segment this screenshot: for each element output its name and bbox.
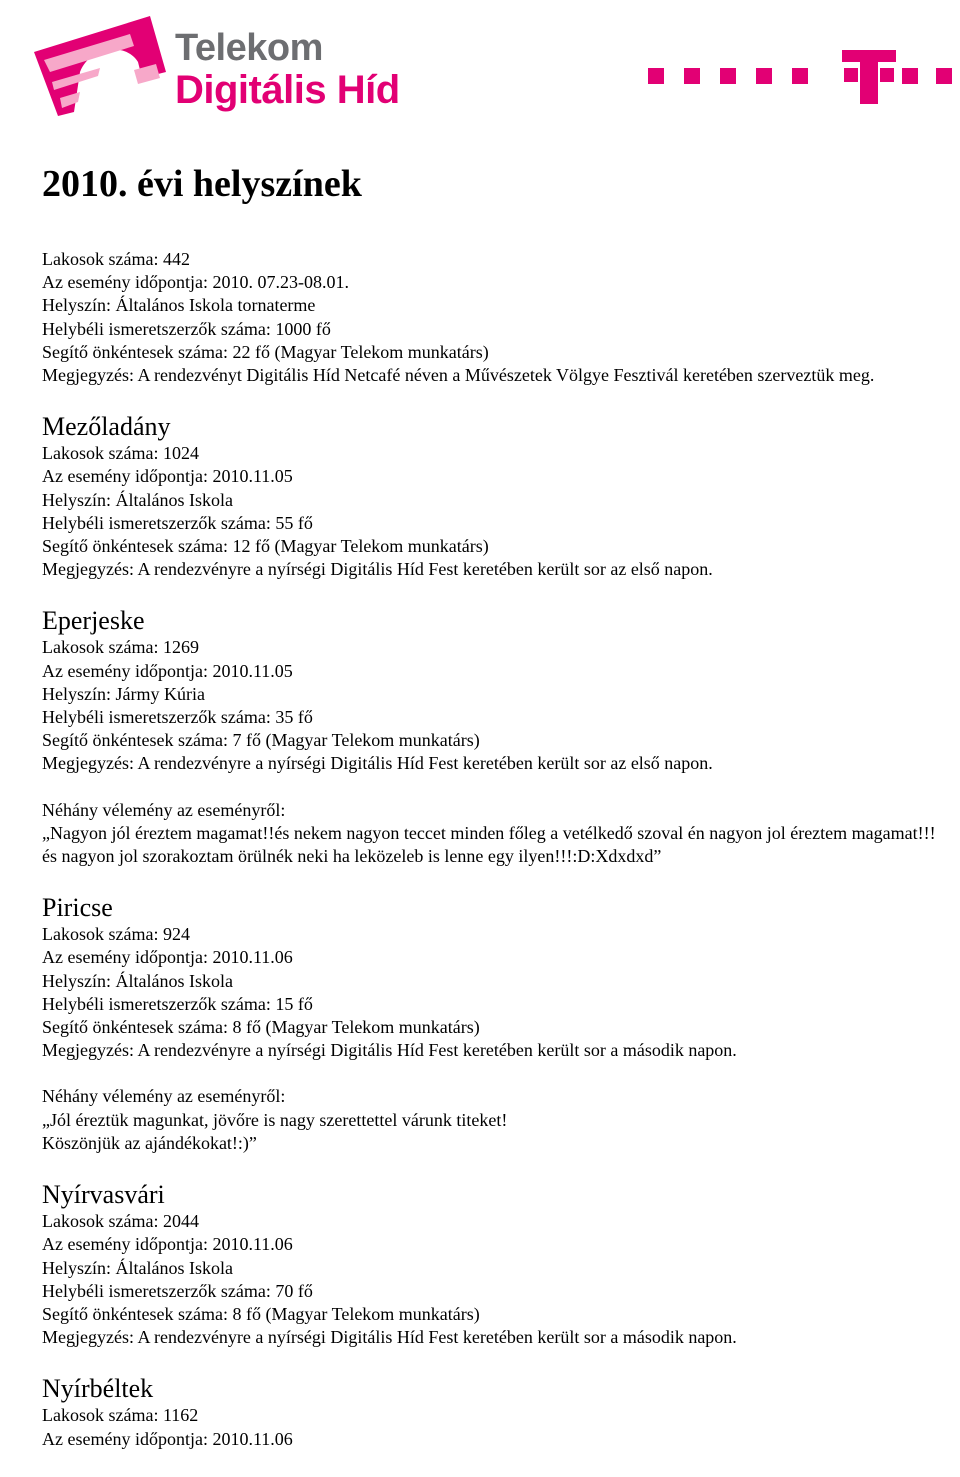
page-title: 2010. évi helyszínek xyxy=(42,163,362,205)
location-block-eperjeske xyxy=(42,605,942,868)
opinions-label: Néhány vélemény az eseményről: xyxy=(42,1086,286,1107)
local-learners-count: Helybéli ismeretszerzők száma: 1000 fő xyxy=(42,318,331,339)
residents-count: Lakosok száma: 2044 xyxy=(42,1211,199,1232)
volunteers-count: Segítő önkéntesek száma: 7 fő (Magyar Telekom munkatárs) xyxy=(42,730,480,751)
telekom-t-logo-icon xyxy=(648,50,952,106)
location-block-piricse xyxy=(42,892,942,1155)
logo-line-telekom: Telekom xyxy=(175,27,323,69)
opinion-quote: „Nagyon jól éreztem magamat!!és nekem nagyon teccet minden főleg a vetélkedő szoval én nagyon jol éreztem magamat!!!és nagyon jol szorakoztam örülnék neki ha leközeleb is lenne egy ilyen!!!:D:Xdxdxd” xyxy=(42,822,936,867)
volunteers-count: Segítő önkéntesek száma: 8 fő (Magyar Telekom munkatárs) xyxy=(42,1303,480,1324)
note: Megjegyzés: A rendezvényt Digitális Híd Netcafé néven a Művészetek Völgye Fesztivál keretében szerveztük meg. xyxy=(42,365,875,386)
location-block-nyirvasvari xyxy=(42,1179,942,1349)
location-name: Eperjeske xyxy=(42,606,145,636)
event-date: Az esemény időpontja: 2010.11.05 xyxy=(42,660,293,681)
event-date: Az esemény időpontja: 2010. 07.23-08.01. xyxy=(42,272,349,293)
location-name: Mezőladány xyxy=(42,412,171,442)
venue: Helyszín: Általános Iskola xyxy=(42,489,233,510)
volunteers-count: Segítő önkéntesek száma: 12 fő (Magyar Telekom munkatárs) xyxy=(42,536,489,557)
location-block-mezoladany xyxy=(42,411,942,581)
opinion-quote-line1: „Jól éreztük magunkat, jövőre is nagy szerettettel várunk titeket! xyxy=(42,1109,508,1130)
venue: Helyszín: Jármy Kúria xyxy=(42,683,205,704)
volunteers-count: Segítő önkéntesek száma: 8 fő (Magyar Telekom munkatárs) xyxy=(42,1017,480,1038)
note: Megjegyzés: A rendezvényre a nyírségi Digitális Híd Fest keretében került sor az első napon. xyxy=(42,753,713,774)
venue: Helyszín: Általános Iskola xyxy=(42,1257,233,1278)
location-name: Nyírbéltek xyxy=(42,1374,154,1404)
local-learners-count: Helybéli ismeretszerzők száma: 35 fő xyxy=(42,707,313,728)
venue: Helyszín: Általános Iskola tornaterme xyxy=(42,295,316,316)
note: Megjegyzés: A rendezvényre a nyírségi Digitális Híd Fest keretében került sor a második napon. xyxy=(42,1327,737,1348)
residents-count: Lakosok száma: 924 xyxy=(42,924,190,945)
residents-count: Lakosok száma: 1269 xyxy=(42,637,199,658)
residents-count: Lakosok száma: 442 xyxy=(42,249,190,269)
residents-count: Lakosok száma: 1162 xyxy=(42,1405,199,1426)
location-block-first xyxy=(42,248,942,387)
event-date: Az esemény időpontja: 2010.11.05 xyxy=(42,466,293,487)
opinion-quote-line2: Köszönjük az ajándékokat!:)” xyxy=(42,1132,257,1153)
residents-count: Lakosok száma: 1024 xyxy=(42,443,199,464)
location-name: Piricse xyxy=(42,893,113,923)
opinions-label: Néhány vélemény az eseményről: xyxy=(42,799,286,820)
event-date: Az esemény időpontja: 2010.11.06 xyxy=(42,1234,293,1255)
location-block-nyirbeltek xyxy=(42,1373,942,1450)
volunteers-count: Segítő önkéntesek száma: 22 fő (Magyar Telekom munkatárs) xyxy=(42,341,489,362)
venue: Helyszín: Általános Iskola xyxy=(42,970,233,991)
digitalis-hid-logo-icon xyxy=(30,12,170,130)
note: Megjegyzés: A rendezvényre a nyírségi Digitális Híd Fest keretében került sor a második napon. xyxy=(42,1040,737,1061)
local-learners-count: Helybéli ismeretszerzők száma: 70 fő xyxy=(42,1280,313,1301)
main-content xyxy=(42,160,942,1475)
page-header xyxy=(0,0,960,140)
event-date: Az esemény időpontja: 2010.11.06 xyxy=(42,1428,293,1449)
logo-line-digitalis-hid: Digitális Híd xyxy=(175,68,400,112)
local-learners-count: Helybéli ismeretszerzők száma: 55 fő xyxy=(42,512,313,533)
logo-wordmark xyxy=(175,28,400,112)
local-learners-count: Helybéli ismeretszerzők száma: 15 fő xyxy=(42,993,313,1014)
event-date: Az esemény időpontja: 2010.11.06 xyxy=(42,947,293,968)
location-name: Nyírvasvári xyxy=(42,1180,165,1210)
note: Megjegyzés: A rendezvényre a nyírségi Digitális Híd Fest keretében került sor az első napon. xyxy=(42,559,713,580)
